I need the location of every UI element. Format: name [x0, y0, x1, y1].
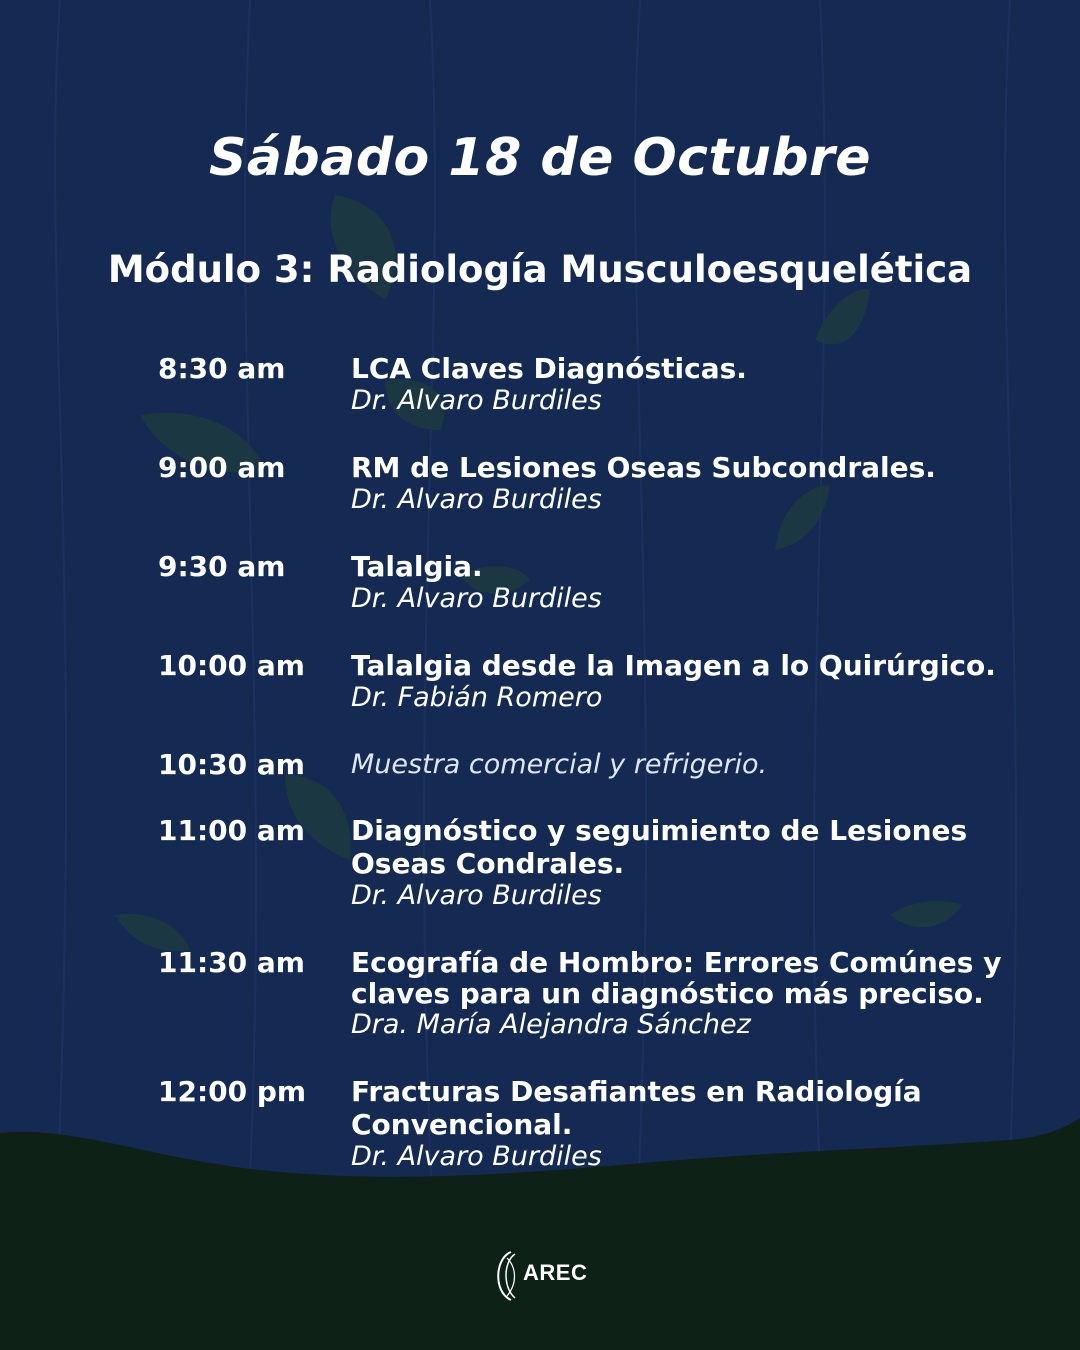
session-title-line: Fracturas Desafiantes en Radiología	[351, 1075, 922, 1108]
session-time: 11:30 am	[158, 946, 305, 979]
session-time: 9:00 am	[158, 451, 286, 484]
session-time: 10:30 am	[158, 748, 305, 781]
session-content	[351, 352, 1031, 416]
session-speaker: Dra. María Alejandra Sánchez	[351, 1009, 751, 1040]
session-time: 11:00 am	[158, 814, 305, 847]
session-title: RM de Lesiones Oseas Subcondrales.	[351, 451, 936, 484]
session-content	[351, 1075, 1031, 1172]
session-title-line: Ecografía de Hombro: Errores Comúnes y	[351, 946, 1002, 979]
session-speaker: Dr. Alvaro Burdiles	[351, 583, 602, 614]
session-content	[351, 451, 1031, 515]
session-title-line: Oseas Condrales.	[351, 847, 625, 880]
session-content	[351, 748, 1031, 781]
session-speaker: Dr. Fabián Romero	[351, 682, 603, 713]
session-speaker: Dr. Alvaro Burdiles	[351, 880, 602, 911]
session-speaker: Dr. Alvaro Burdiles	[351, 1141, 602, 1172]
session-title: LCA Claves Diagnósticas.	[351, 352, 747, 385]
logo-text: AREC	[523, 1260, 588, 1285]
page-title: Sábado 18 de Octubre	[208, 128, 871, 188]
session-content	[351, 649, 1031, 713]
session-title: Talalgia.	[351, 550, 483, 583]
session-title-line: claves para un diagnóstico más preciso.	[351, 977, 984, 1010]
session-time: 9:30 am	[158, 550, 286, 583]
session-time: 12:00 pm	[158, 1075, 307, 1108]
break-label: Muestra comercial y refrigerio.	[351, 749, 768, 780]
session-content	[351, 946, 1031, 1040]
session-title: Talalgia desde la Imagen a lo Quirúrgico.	[351, 649, 996, 682]
session-time: 8:30 am	[158, 352, 286, 385]
session-title-line: Convencional.	[351, 1108, 573, 1141]
arec-logo	[493, 1248, 593, 1304]
session-speaker: Dr. Alvaro Burdiles	[351, 484, 602, 515]
session-speaker: Dr. Alvaro Burdiles	[351, 385, 602, 416]
session-title-line: Diagnóstico y seguimiento de Lesiones	[351, 814, 968, 847]
session-content	[351, 814, 1031, 911]
session-time: 10:00 am	[158, 649, 305, 682]
module-title: Módulo 3: Radiología Musculoesquelética	[107, 248, 973, 291]
session-content	[351, 550, 1031, 614]
